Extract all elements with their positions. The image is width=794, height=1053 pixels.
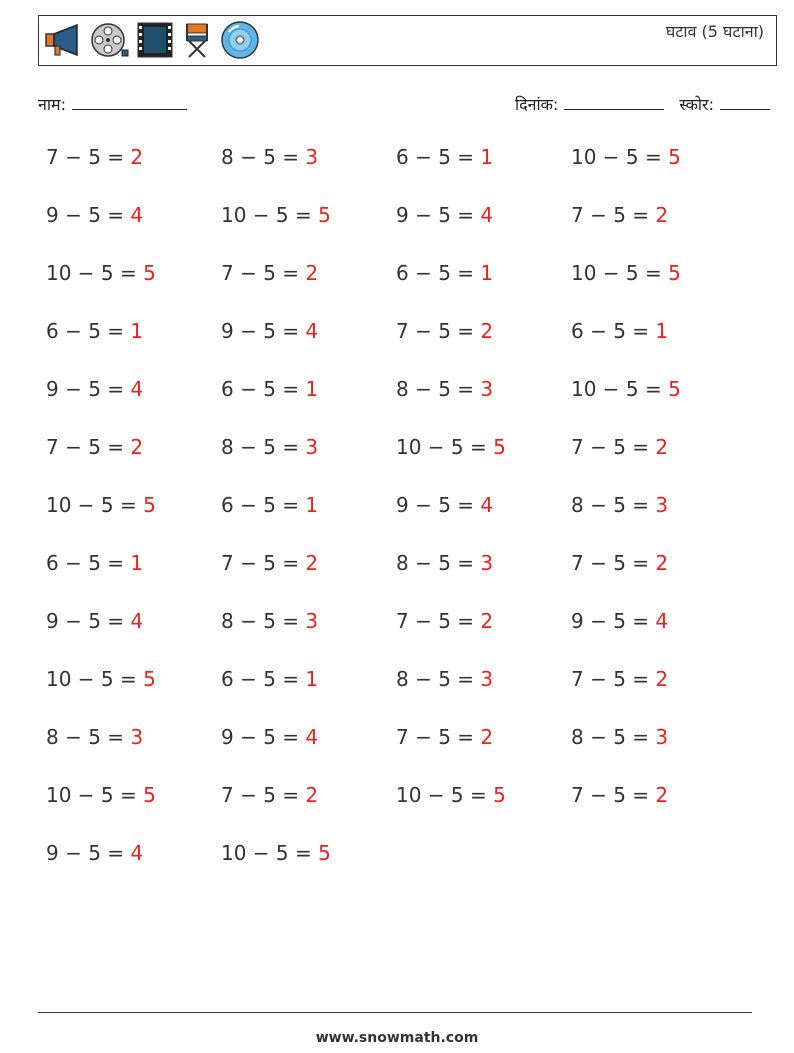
director-chair-icon <box>181 20 213 60</box>
problem-answer: 5 <box>143 667 156 691</box>
problem-item <box>396 203 493 227</box>
problem-item <box>571 435 668 459</box>
problem-question: 8 − 5 = <box>221 145 306 169</box>
problem-answer: 1 <box>130 551 144 575</box>
problem-answer: 2 <box>480 609 494 633</box>
problem-item <box>571 261 681 285</box>
problem-answer: 4 <box>305 319 319 343</box>
problem-item <box>46 551 143 575</box>
problem-question: 10 − 5 = <box>396 783 494 807</box>
problem-question: 6 − 5 = <box>396 261 481 285</box>
problem-answer: 3 <box>305 435 319 459</box>
cd-disc-icon <box>219 20 261 60</box>
problem-answer: 1 <box>305 377 319 401</box>
problem-answer: 3 <box>655 493 669 517</box>
problem-item <box>571 145 681 169</box>
problem-question: 7 − 5 = <box>571 783 656 807</box>
problem-question: 7 − 5 = <box>396 725 481 749</box>
problem-question: 9 − 5 = <box>46 841 131 865</box>
problem-item <box>396 261 493 285</box>
problem-item <box>46 377 143 401</box>
date-blank[interactable] <box>564 95 664 110</box>
problem-question: 6 − 5 = <box>396 145 481 169</box>
problem-item <box>46 725 143 749</box>
problem-question: 9 − 5 = <box>396 493 481 517</box>
problem-question: 8 − 5 = <box>221 609 306 633</box>
problem-answer: 3 <box>480 377 494 401</box>
problem-question: 7 − 5 = <box>571 667 656 691</box>
date-score-fields <box>515 93 770 115</box>
problem-answer: 1 <box>480 261 494 285</box>
worksheet-header <box>38 15 777 66</box>
problem-item <box>221 435 318 459</box>
score-label: स्कोर: <box>679 95 714 114</box>
name-blank[interactable] <box>72 95 187 110</box>
problem-question: 10 − 5 = <box>221 841 319 865</box>
problem-item <box>221 145 318 169</box>
problem-answer: 4 <box>305 725 319 749</box>
problem-question: 9 − 5 = <box>221 725 306 749</box>
problem-question: 9 − 5 = <box>46 377 131 401</box>
problem-item <box>396 145 493 169</box>
problem-item <box>221 319 318 343</box>
problem-question: 8 − 5 = <box>396 377 481 401</box>
problem-item <box>396 725 493 749</box>
problem-question: 9 − 5 = <box>221 319 306 343</box>
problem-question: 6 − 5 = <box>571 319 656 343</box>
problem-answer: 5 <box>493 435 506 459</box>
problem-item <box>46 609 143 633</box>
problem-item <box>571 551 668 575</box>
problem-item <box>396 435 506 459</box>
problem-answer: 3 <box>305 609 319 633</box>
problem-question: 8 − 5 = <box>571 725 656 749</box>
problem-item <box>221 667 318 691</box>
problem-item <box>221 493 318 517</box>
problem-item <box>571 667 668 691</box>
problem-item <box>221 725 318 749</box>
problem-answer: 5 <box>143 783 156 807</box>
problem-item <box>396 667 493 691</box>
problem-question: 10 − 5 = <box>571 261 669 285</box>
problem-question: 8 − 5 = <box>396 667 481 691</box>
problem-item <box>396 783 506 807</box>
problem-item <box>221 203 331 227</box>
problem-question: 10 − 5 = <box>571 145 669 169</box>
problem-answer: 5 <box>668 145 681 169</box>
problem-question: 7 − 5 = <box>46 145 131 169</box>
problem-answer: 1 <box>130 319 144 343</box>
problem-question: 6 − 5 = <box>221 377 306 401</box>
problem-answer: 2 <box>305 551 319 575</box>
problem-item <box>221 783 318 807</box>
problem-question: 6 − 5 = <box>221 667 306 691</box>
problem-question: 10 − 5 = <box>396 435 494 459</box>
problem-question: 9 − 5 = <box>46 609 131 633</box>
problem-answer: 2 <box>655 783 669 807</box>
megaphone-icon <box>43 20 83 60</box>
problem-item <box>396 319 493 343</box>
problem-question: 8 − 5 = <box>46 725 131 749</box>
problem-item <box>221 377 318 401</box>
problem-question: 8 − 5 = <box>221 435 306 459</box>
problem-answer: 2 <box>655 667 669 691</box>
problem-answer: 5 <box>668 377 681 401</box>
problem-item <box>396 609 493 633</box>
problem-answer: 4 <box>130 377 144 401</box>
problem-question: 7 − 5 = <box>221 551 306 575</box>
problem-answer: 2 <box>655 551 669 575</box>
problem-answer: 2 <box>130 145 144 169</box>
problem-answer: 2 <box>305 261 319 285</box>
problem-item <box>46 493 156 517</box>
problem-answer: 3 <box>305 145 319 169</box>
problem-answer: 1 <box>305 493 319 517</box>
problem-item <box>221 841 331 865</box>
problem-answer: 2 <box>130 435 144 459</box>
problem-item <box>571 203 668 227</box>
problem-item <box>571 783 668 807</box>
problem-item <box>571 493 668 517</box>
problem-answer: 5 <box>318 203 331 227</box>
problem-answer: 4 <box>655 609 669 633</box>
problem-item <box>46 667 156 691</box>
problem-item <box>46 145 143 169</box>
problem-question: 10 − 5 = <box>46 261 144 285</box>
problem-answer: 4 <box>130 841 144 865</box>
problem-item <box>221 551 318 575</box>
problem-answer: 4 <box>480 493 494 517</box>
problem-item <box>221 609 318 633</box>
problem-question: 10 − 5 = <box>46 493 144 517</box>
problem-item <box>396 377 493 401</box>
problem-item <box>396 551 493 575</box>
problem-answer: 4 <box>130 203 144 227</box>
problem-answer: 5 <box>493 783 506 807</box>
name-field <box>38 93 187 115</box>
problem-answer: 5 <box>143 493 156 517</box>
problem-question: 6 − 5 = <box>46 319 131 343</box>
problem-question: 6 − 5 = <box>221 493 306 517</box>
problem-question: 10 − 5 = <box>221 203 319 227</box>
problem-answer: 3 <box>480 667 494 691</box>
problem-answer: 1 <box>655 319 669 343</box>
problem-question: 7 − 5 = <box>221 783 306 807</box>
problem-item <box>571 319 668 343</box>
problem-answer: 2 <box>655 203 669 227</box>
problem-item <box>46 783 156 807</box>
problem-item <box>46 261 156 285</box>
problem-answer: 2 <box>480 319 494 343</box>
problem-answer: 3 <box>130 725 144 749</box>
problem-answer: 2 <box>655 435 669 459</box>
problem-question: 7 − 5 = <box>396 609 481 633</box>
problem-answer: 2 <box>305 783 319 807</box>
problem-item <box>46 319 143 343</box>
problem-question: 9 − 5 = <box>46 203 131 227</box>
problem-question: 8 − 5 = <box>396 551 481 575</box>
problem-answer: 4 <box>480 203 494 227</box>
film-frame-icon <box>135 20 175 60</box>
problem-item <box>571 725 668 749</box>
problem-answer: 1 <box>480 145 494 169</box>
problem-item <box>221 261 318 285</box>
problem-answer: 1 <box>305 667 319 691</box>
problem-answer: 2 <box>480 725 494 749</box>
problem-question: 7 − 5 = <box>46 435 131 459</box>
date-label: दिनांक: <box>514 95 559 114</box>
problem-answer: 4 <box>130 609 144 633</box>
problem-question: 7 − 5 = <box>396 319 481 343</box>
problem-question: 10 − 5 = <box>46 783 144 807</box>
problem-answer: 5 <box>143 261 156 285</box>
problem-question: 10 − 5 = <box>46 667 144 691</box>
footer-divider <box>38 1012 752 1013</box>
footer-website: www.snowmath.com <box>315 1030 479 1046</box>
worksheet-title: घटाव (5 घटाना) <box>665 22 764 41</box>
problem-question: 7 − 5 = <box>571 551 656 575</box>
problem-question: 9 − 5 = <box>396 203 481 227</box>
problem-question: 6 − 5 = <box>46 551 131 575</box>
problem-question: 10 − 5 = <box>571 377 669 401</box>
problem-item <box>396 493 493 517</box>
problem-question: 8 − 5 = <box>571 493 656 517</box>
problem-answer: 3 <box>655 725 669 749</box>
problem-question: 7 − 5 = <box>571 435 656 459</box>
problem-question: 7 − 5 = <box>221 261 306 285</box>
problem-answer: 5 <box>668 261 681 285</box>
problem-answer: 5 <box>318 841 331 865</box>
problem-item <box>46 203 143 227</box>
name-label: नाम: <box>38 95 66 114</box>
header-icons <box>43 20 261 60</box>
problem-answer: 3 <box>480 551 494 575</box>
problem-item <box>571 377 681 401</box>
problem-question: 9 − 5 = <box>571 609 656 633</box>
problem-item <box>571 609 668 633</box>
film-reel-icon <box>89 20 129 60</box>
problem-item <box>46 435 143 459</box>
problem-question: 7 − 5 = <box>571 203 656 227</box>
problem-item <box>46 841 143 865</box>
score-blank[interactable] <box>720 95 770 110</box>
